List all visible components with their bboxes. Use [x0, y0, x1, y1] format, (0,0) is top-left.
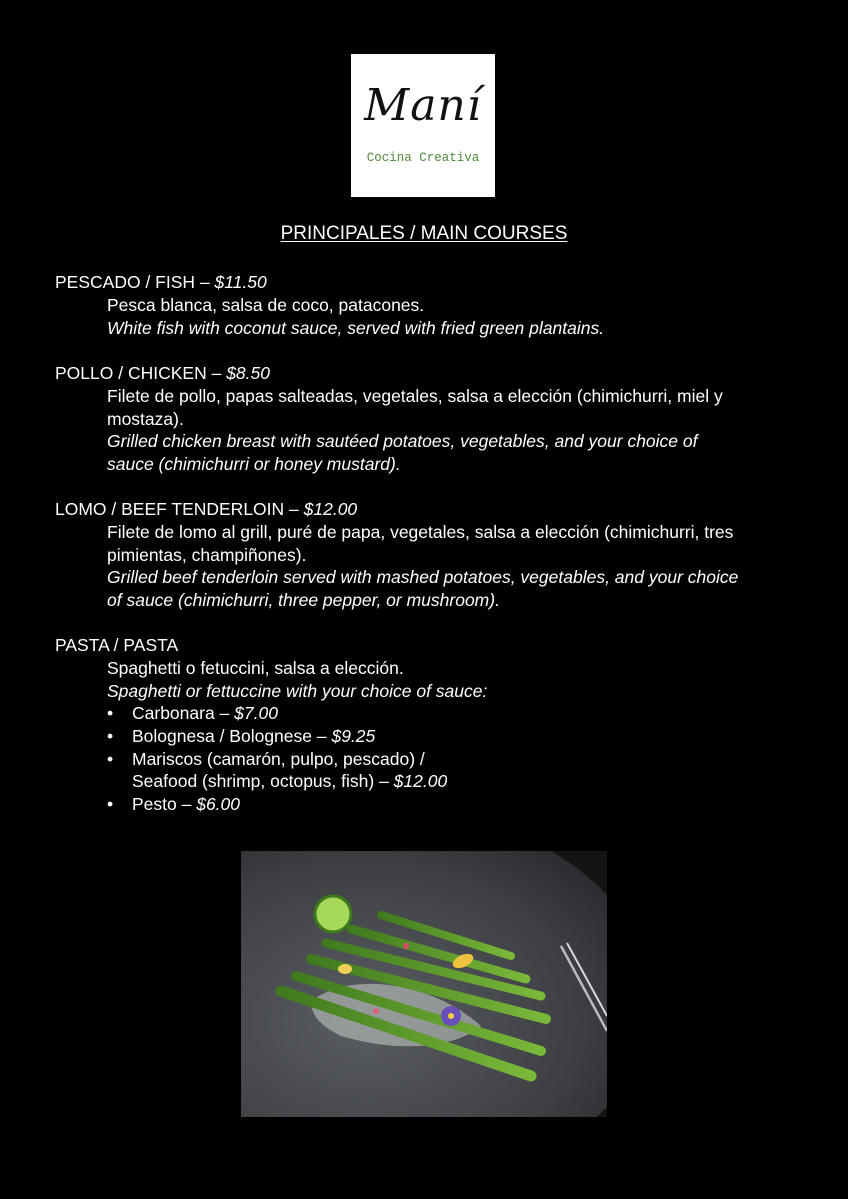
option-price: $9.25	[331, 726, 376, 746]
item-description-es: Filete de lomo al grill, puré de papa, vegetales, salsa a elección (chimichurri, tres	[107, 522, 734, 542]
item-name: PESCADO / FISH	[55, 272, 196, 292]
item-name: POLLO / CHICKEN	[55, 363, 207, 383]
logo-tagline: Cocina Creativa	[366, 151, 480, 165]
menu-item-beef-heading	[55, 499, 357, 520]
item-price: $8.50	[226, 363, 270, 383]
separator: –	[214, 703, 235, 723]
item-description-en: Grilled chicken breast with sautéed potatoes, vegetables, and your choice of	[107, 431, 698, 451]
item-description-en: sauce (chimichurri or honey mustard).	[107, 454, 401, 474]
bullet-icon: •	[107, 703, 114, 723]
menu-item-chicken-heading	[55, 363, 270, 384]
page-title: PRINCIPALES / MAIN COURSES	[280, 223, 568, 244]
pasta-option	[132, 726, 375, 747]
item-description-en: Grilled beef tenderloin served with mashed potatoes, vegetables, and your choice	[107, 567, 739, 587]
bullet-icon: •	[107, 726, 114, 746]
item-name: LOMO / BEEF TENDERLOIN	[55, 499, 285, 519]
separator: –	[284, 499, 304, 519]
asparagus-dish-photo	[241, 851, 607, 1117]
pasta-option	[132, 749, 425, 770]
logo-name: Maní	[364, 80, 482, 131]
pasta-option	[132, 703, 278, 724]
menu-item-pasta-heading	[55, 635, 178, 656]
logo	[351, 54, 495, 197]
item-price: $11.50	[214, 272, 267, 292]
separator: –	[176, 794, 197, 814]
option-price: $6.00	[196, 794, 241, 814]
photo-illustration	[241, 851, 607, 1117]
option-price: $7.00	[234, 703, 278, 723]
item-description-en: White fish with coconut sauce, served with fried green plantains.	[107, 318, 605, 338]
item-description-es: pimientas, champiñones).	[107, 545, 307, 565]
bullet-icon: •	[107, 749, 114, 769]
item-description-es: Filete de pollo, papas salteadas, vegetales, salsa a elección (chimichurri, miel y	[107, 386, 723, 406]
item-description-en: Spaghetti or fettuccine with your choice of sauce:	[107, 681, 488, 701]
item-description-es: mostaza).	[107, 409, 184, 429]
option-price: $12.00	[393, 771, 448, 791]
option-name: Carbonara	[132, 703, 215, 723]
item-description-es: Pesca blanca, salsa de coco, patacones.	[107, 295, 425, 315]
bullet-icon: •	[107, 794, 114, 814]
separator: –	[374, 771, 394, 791]
item-price: $12.00	[303, 499, 358, 519]
menu-item-fish-heading	[55, 272, 267, 293]
pasta-option	[132, 794, 240, 815]
separator: –	[195, 272, 215, 292]
item-description-en: of sauce (chimichurri, three pepper, or mushroom).	[107, 590, 500, 610]
separator: –	[206, 363, 227, 383]
option-name: Seafood (shrimp, octopus, fish)	[132, 771, 375, 791]
separator: –	[312, 726, 332, 746]
option-name: Pesto	[132, 794, 177, 814]
item-name: PASTA / PASTA	[55, 635, 179, 655]
pasta-option-continued	[132, 771, 447, 792]
option-name: Mariscos (camarón, pulpo, pescado) /	[132, 749, 425, 769]
item-description-es: Spaghetti o fetuccini, salsa a elección.	[107, 658, 404, 678]
option-name: Bolognesa / Bolognese	[132, 726, 312, 746]
